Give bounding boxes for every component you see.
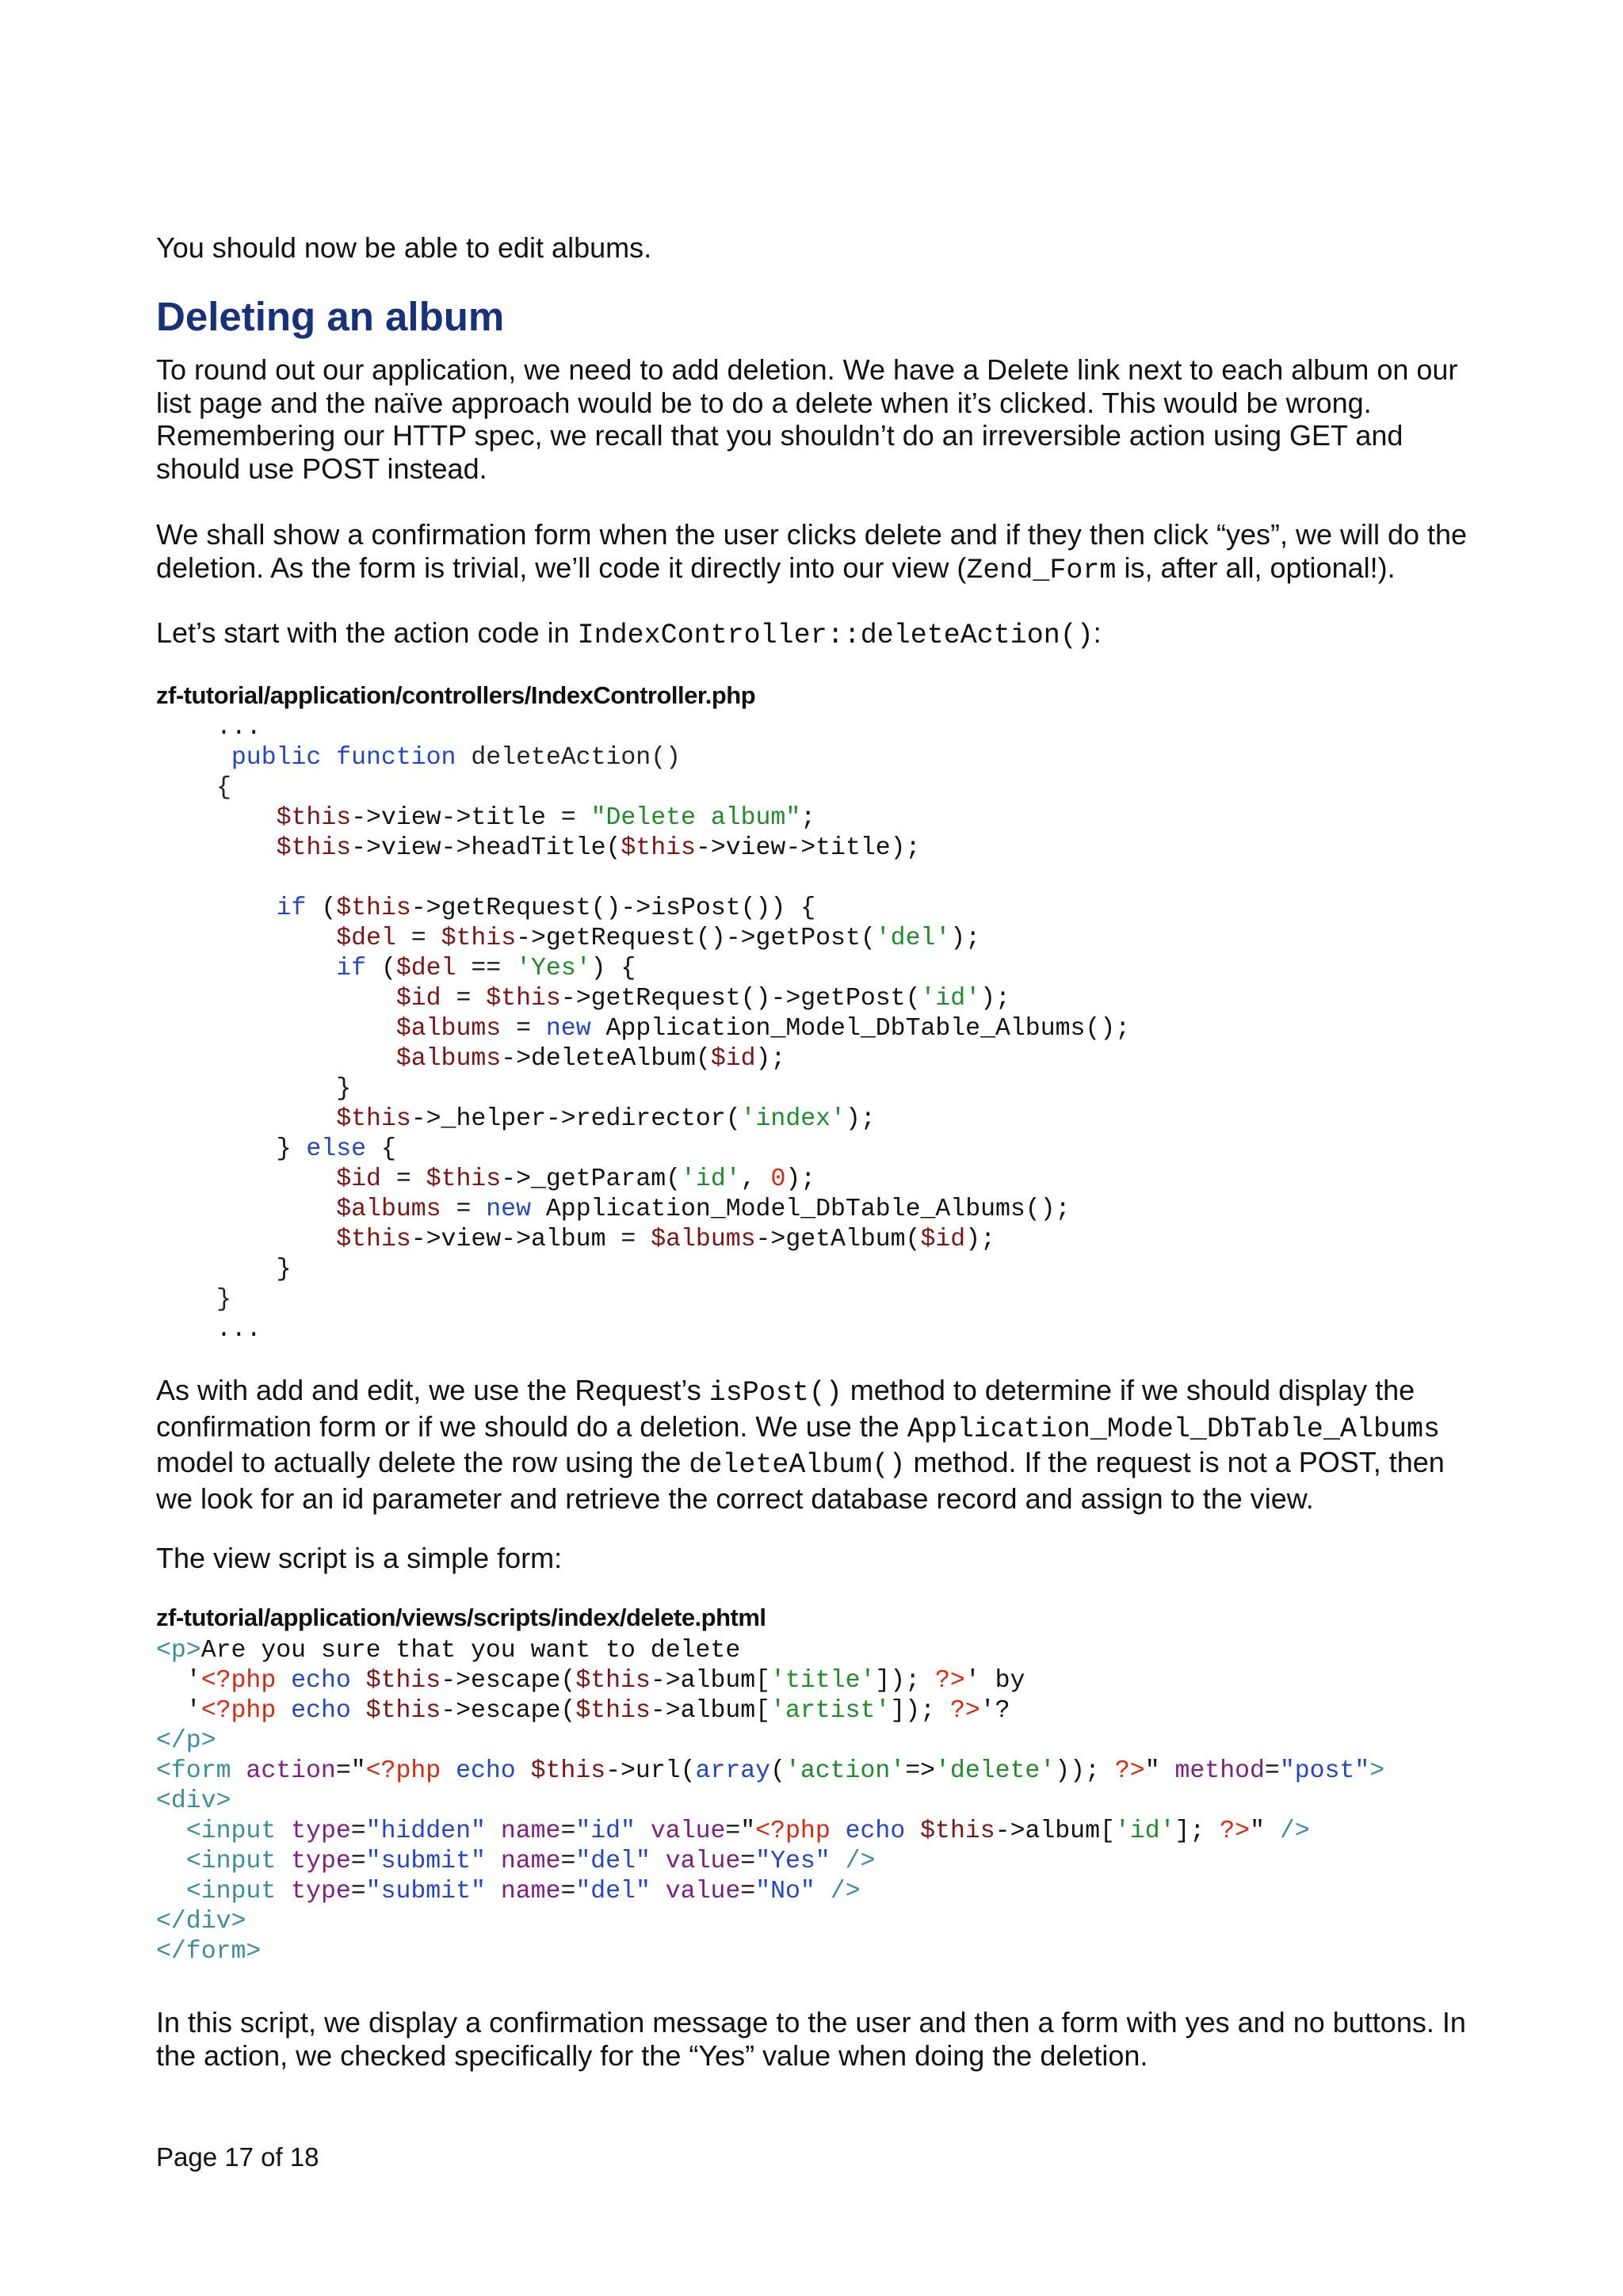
code-token [276, 1667, 291, 1695]
code-line [216, 1074, 1130, 1104]
code-token: ->view->title); [695, 834, 921, 862]
code-token: = [501, 1015, 546, 1043]
code-token: $id [336, 1165, 381, 1193]
code-token: "submit" [365, 1848, 486, 1875]
code-token [905, 1817, 920, 1845]
code-token: </form> [156, 1938, 262, 1966]
controller-code-block [216, 713, 1130, 1345]
code-token: ) { [590, 955, 636, 982]
paragraph-action-code: Let’s start with the action code in IndexController::deleteAction(): [156, 616, 1102, 651]
code-token: $id [920, 1226, 966, 1253]
paragraph-confirmation-form: We shall show a confirmation form when the user clicks delete and if they then click “yes”, we will do the deletion. As the form is trivial, we’ll code it directly into our view (Zend_Form is, after all, optional!). [156, 518, 1468, 586]
code-token: { [216, 774, 231, 802]
code-token: $this [426, 1165, 502, 1193]
code-token: = [740, 1848, 756, 1875]
code-token: ->getRequest()->getPost( [516, 925, 876, 952]
code-token: new [545, 1015, 591, 1043]
code-token: $albums [651, 1226, 756, 1253]
code-token: else [306, 1135, 367, 1163]
code-token: <p> [156, 1637, 201, 1665]
code-token: echo [291, 1667, 351, 1695]
code-token: deleteAction() [471, 744, 682, 772]
code-token: $del [395, 955, 456, 982]
code-token: ?> [949, 1697, 980, 1725]
code-token: ->_getParam( [501, 1165, 682, 1193]
code-token [636, 1817, 651, 1845]
paragraph-view-script: The view script is a simple form: [156, 1542, 563, 1574]
code-token: <input [185, 1817, 277, 1845]
code-token: $this [365, 1697, 441, 1725]
code-token: ->escape( [441, 1697, 576, 1725]
code-token: Application_Model_DbTable_Albums(); [590, 1015, 1131, 1043]
view-code-block [156, 1636, 1384, 1967]
code-token [216, 1226, 336, 1253]
code-token: $this [365, 1667, 441, 1695]
code-token: ); [755, 1045, 786, 1073]
code-token [216, 955, 336, 982]
code-token: value [665, 1878, 741, 1905]
code-token: "submit" [365, 1878, 486, 1905]
code-token: " [1144, 1757, 1175, 1785]
code-token: 'artist' [770, 1697, 891, 1725]
code-token: } [216, 1256, 292, 1283]
code-line [216, 743, 1130, 773]
code-token [486, 1817, 501, 1845]
code-token: <form [156, 1757, 231, 1785]
code-token: $albums [395, 1015, 502, 1043]
code-token: ?> [1114, 1757, 1145, 1785]
code-token: =" [335, 1757, 366, 1785]
code-token [486, 1878, 501, 1905]
code-token [651, 1848, 666, 1875]
code-token: = [560, 1817, 576, 1845]
code-token: <?php [200, 1697, 277, 1725]
code-line [156, 1847, 1384, 1877]
code-line [156, 1907, 1384, 1937]
code-token: , [740, 1165, 771, 1193]
code-token: action [246, 1757, 336, 1785]
code-token: 'id' [681, 1165, 741, 1193]
code-token: /> [845, 1848, 876, 1875]
code-token: ->url( [605, 1757, 696, 1785]
code-token [486, 1848, 501, 1875]
code-token: $this [336, 1105, 411, 1133]
code-token: $id [395, 985, 441, 1013]
code-line [216, 1165, 1130, 1195]
code-token: 'id' [1114, 1817, 1175, 1845]
code-token: ?> [1220, 1817, 1251, 1845]
code-token: method [1174, 1757, 1265, 1785]
code-token: $this [575, 1697, 651, 1725]
code-line [156, 1877, 1384, 1907]
code-token: $this [486, 985, 561, 1013]
code-token [815, 1878, 831, 1905]
code-token [156, 1848, 186, 1875]
page-number-footer: Page 17 of 18 [156, 2142, 319, 2172]
code-line [216, 1014, 1130, 1044]
code-token: =" [725, 1817, 756, 1845]
code-token: $this [276, 804, 352, 832]
code-token [216, 925, 336, 952]
code-token: { [366, 1135, 396, 1163]
code-token: $this [336, 1226, 411, 1253]
code-token [831, 1848, 846, 1875]
code-token: ; [800, 804, 816, 832]
code-token: value [665, 1848, 741, 1875]
code-token: public function [216, 744, 472, 772]
code-token: </p> [156, 1727, 216, 1755]
code-token: $this [276, 834, 352, 862]
code-token: "hidden" [365, 1817, 486, 1845]
code-token: 'title' [770, 1667, 876, 1695]
code-token: ]); [875, 1667, 936, 1695]
code-token: ( [366, 955, 396, 982]
code-token: <input [185, 1848, 277, 1875]
inline-code-deletealbum: deleteAlbum() [689, 1449, 906, 1481]
code-token: ' [156, 1697, 201, 1725]
code-token: <?php [365, 1757, 441, 1785]
code-token: = [441, 985, 487, 1013]
code-token: = [380, 1165, 426, 1193]
code-token: = [740, 1878, 756, 1905]
code-token: type [291, 1848, 351, 1875]
code-token: $del [336, 925, 396, 952]
code-token: name [500, 1817, 561, 1845]
code-token [276, 1697, 291, 1725]
code-token: ); [965, 1226, 995, 1253]
code-token: $this [336, 894, 411, 922]
code-token: type [291, 1817, 351, 1845]
code-token: $this [441, 925, 517, 952]
code-token [276, 1817, 291, 1845]
code-token: if [276, 894, 307, 922]
code-line [156, 1817, 1384, 1847]
code-token [276, 1848, 291, 1875]
view-file-label: zf-tutorial/application/views/scripts/index/delete.phtml [156, 1604, 766, 1631]
code-token [216, 894, 277, 922]
code-line [156, 1666, 1384, 1696]
code-token: = [350, 1817, 366, 1845]
code-token [216, 1196, 336, 1223]
code-token: echo [845, 1817, 906, 1845]
code-token: ->deleteAlbum( [501, 1045, 711, 1073]
code-token [831, 1817, 846, 1845]
code-line [216, 1044, 1130, 1074]
code-token: ); [845, 1105, 876, 1133]
code-token: } [216, 1075, 352, 1103]
code-token: ( [770, 1757, 785, 1785]
code-line [156, 1756, 1384, 1787]
code-token: )); [1055, 1757, 1115, 1785]
code-line [216, 833, 1130, 864]
code-token: ... [216, 1316, 262, 1344]
code-token: $id [710, 1045, 756, 1073]
code-line [156, 1726, 1384, 1756]
code-token: $this [530, 1757, 606, 1785]
code-token: ->escape( [441, 1667, 576, 1695]
code-token: 'del' [875, 925, 951, 952]
code-token: "id" [575, 1817, 636, 1845]
code-token: /> [1279, 1817, 1310, 1845]
inline-code-delete-action: IndexController::deleteAction() [577, 620, 1094, 651]
code-line [216, 984, 1130, 1014]
code-token: "Delete album" [590, 804, 801, 832]
code-token: $albums [336, 1196, 441, 1223]
code-token [351, 1667, 366, 1695]
code-token: " [1250, 1817, 1280, 1845]
code-token: ]); [890, 1697, 950, 1725]
code-token: ->view->title = [351, 804, 591, 832]
code-token: = [395, 925, 441, 952]
code-token: <?php [755, 1817, 831, 1845]
code-token: ->view->headTitle( [351, 834, 621, 862]
code-line [216, 894, 1130, 924]
code-token: 'id' [920, 985, 981, 1013]
code-token: </div> [156, 1908, 246, 1936]
code-line [156, 1937, 1384, 1967]
code-line [216, 1315, 1130, 1345]
inline-code-ispost: isPost() [708, 1377, 842, 1409]
code-token: 0 [770, 1165, 786, 1193]
code-token: } [216, 1286, 231, 1314]
code-line [216, 1104, 1130, 1135]
code-token [231, 1757, 246, 1785]
code-token: <input [185, 1878, 277, 1905]
code-token: ); [950, 925, 981, 952]
code-token: '? [980, 1697, 1010, 1725]
code-token: ->view->album = [411, 1226, 651, 1253]
code-token: ->getRequest()->isPost()) { [411, 894, 816, 922]
code-line [156, 1696, 1384, 1726]
intro-line: You should now be able to edit albums. [156, 231, 652, 264]
code-token: ->album[ [650, 1667, 771, 1695]
paragraph-deletion-intro: To round out our application, we need to add deletion. We have a Delete link next to each album on our list page and the naïve approach would be to do a delete when it’s clicked. This would be wrong. Remembering our HTTP spec, we recall that you shouldn’t do an irreversible action using GET and should use POST instead. [156, 353, 1458, 485]
code-token [156, 1878, 186, 1905]
code-token: == [456, 955, 517, 982]
code-token: ->album[ [650, 1697, 771, 1725]
inline-code-model-class: Application_Model_DbTable_Albums [907, 1413, 1440, 1445]
code-token: $this [621, 834, 696, 862]
code-token: ); [980, 985, 1010, 1013]
code-token: ->getAlbum( [755, 1226, 921, 1253]
code-token [156, 1817, 186, 1845]
code-token: echo [291, 1697, 351, 1725]
code-line [216, 1195, 1130, 1225]
code-token: ( [306, 894, 337, 922]
code-token: $this [575, 1667, 651, 1695]
code-line [156, 1787, 1384, 1817]
code-token: name [500, 1878, 561, 1905]
code-token: $albums [395, 1045, 502, 1073]
code-token: ' [156, 1667, 201, 1695]
code-token: <div> [156, 1787, 231, 1815]
controller-file-label: zf-tutorial/application/controllers/IndexController.php [156, 681, 756, 709]
code-token [351, 1697, 366, 1725]
code-token: $this [920, 1817, 995, 1845]
code-line [216, 1255, 1130, 1285]
code-token: <?php [200, 1667, 277, 1695]
code-token: "post" [1279, 1757, 1370, 1785]
code-token: ->album[ [995, 1817, 1115, 1845]
code-line [216, 713, 1130, 743]
paragraph-conclusion: In this script, we display a confirmation message to the user and then a form with yes and no buttons. In the action, we checked specifically for the “Yes” value when doing the deletion. [156, 2006, 1466, 2072]
code-token: name [500, 1848, 561, 1875]
code-token [216, 1105, 336, 1133]
code-token: ); [785, 1165, 816, 1193]
code-token: ' by [964, 1667, 1025, 1695]
paragraph-explanation: As with add and edit, we use the Request’s isPost() method to determine if we should display the confirmation form or if we should do a deletion. We use the Application_Model_DbTable_Albums model to actually delete the row using the deleteAlbum() method. If the request is not a POST, then we look for an id parameter and retrieve the correct database record and assign to the view. [156, 1374, 1445, 1515]
code-token [216, 1165, 336, 1193]
code-token: "del" [575, 1848, 651, 1875]
code-token: = [560, 1848, 576, 1875]
code-line [216, 1225, 1130, 1255]
code-token [276, 1878, 291, 1905]
code-token: Application_Model_DbTable_Albums(); [531, 1196, 1071, 1223]
code-token: ->getRequest()->getPost( [560, 985, 921, 1013]
code-token: 'index' [740, 1105, 846, 1133]
code-token: Are you sure that you want to delete [200, 1637, 741, 1665]
code-token: ->_helper->redirector( [411, 1105, 741, 1133]
code-token: ?> [935, 1667, 965, 1695]
code-token: 'delete' [935, 1757, 1056, 1785]
code-token: = [350, 1848, 366, 1875]
code-token: } [216, 1135, 307, 1163]
code-token: "Yes" [755, 1848, 831, 1875]
code-token [216, 985, 396, 1013]
code-token: = [1264, 1757, 1280, 1785]
code-token: ... [216, 714, 262, 742]
code-token: echo [456, 1757, 516, 1785]
code-token: ]; [1174, 1817, 1220, 1845]
inline-code-zend-form: Zend_Form [966, 554, 1117, 586]
code-token: => [905, 1757, 936, 1785]
code-token: = [350, 1878, 366, 1905]
code-token [216, 1015, 396, 1043]
code-token: type [291, 1878, 351, 1905]
code-token: if [336, 955, 367, 982]
code-token [216, 804, 277, 832]
code-line [216, 864, 1130, 894]
code-line [216, 1285, 1130, 1315]
code-token: = [560, 1878, 576, 1905]
code-token: value [650, 1817, 726, 1845]
code-line [216, 1135, 1130, 1165]
code-token: array [695, 1757, 771, 1785]
code-line [216, 803, 1130, 833]
code-token: "del" [575, 1878, 651, 1905]
code-token: 'action' [785, 1757, 906, 1785]
code-token [216, 834, 277, 862]
code-token [516, 1757, 531, 1785]
code-token [441, 1757, 456, 1785]
code-line [216, 773, 1130, 803]
code-token: = [441, 1196, 487, 1223]
code-token [651, 1878, 666, 1905]
code-token: /> [830, 1878, 861, 1905]
code-token: > [1369, 1757, 1385, 1785]
code-line [216, 924, 1130, 954]
code-token [216, 1045, 396, 1073]
code-token: "No" [755, 1878, 815, 1905]
section-heading: Deleting an album [156, 294, 505, 339]
code-token: 'Yes' [516, 955, 591, 982]
code-line [216, 954, 1130, 984]
code-line [156, 1636, 1384, 1666]
code-token: new [486, 1196, 531, 1223]
